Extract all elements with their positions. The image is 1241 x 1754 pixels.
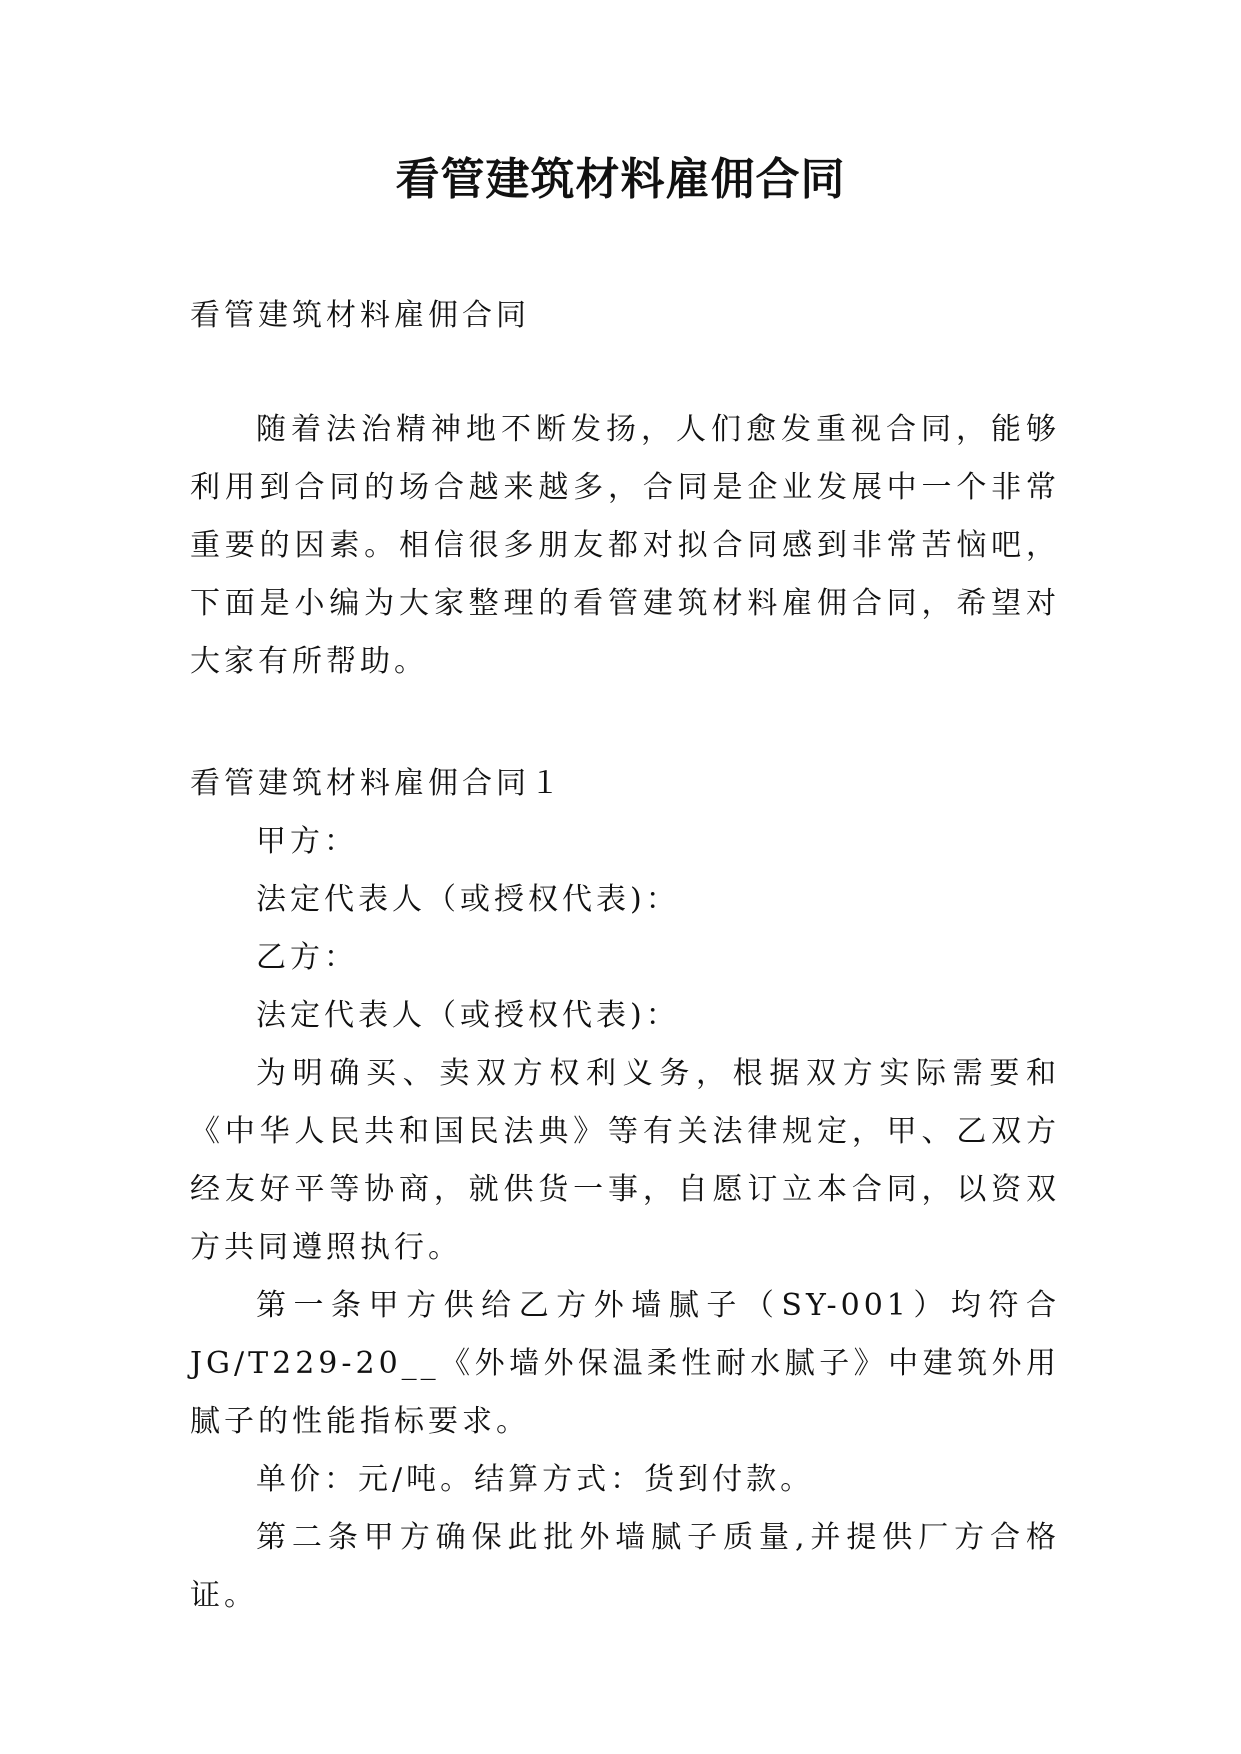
document-title: 看管建筑材料雇佣合同 bbox=[395, 154, 846, 205]
article-2-paragraph: 第二条甲方确保此批外墙腻子质量,并提供厂方合格证。 bbox=[190, 1520, 1060, 1613]
article-1-paragraph: 第一条甲方供给乙方外墙腻子（SY-001）均符合JG/T229-20__《外墙外保温柔性耐水腻子》中建筑外用腻子的性能指标要求。 bbox=[190, 1288, 1060, 1439]
contract-heading: 看管建筑材料雇佣合同１ bbox=[190, 766, 564, 801]
price-paragraph: 单价：元/吨。结算方式：货到付款。 bbox=[256, 1462, 815, 1497]
intro-paragraph: 随着法治精神地不断发扬，人们愈发重视合同，能够利用到合同的场合越来越多，合同是企业发展中一个非常重要的因素。相信很多朋友都对拟合同感到非常苦恼吧，下面是小编为大家整理的看管建筑材料雇佣合同，希望对大家有所帮助。 bbox=[190, 412, 1060, 679]
party-a-line: 甲方： bbox=[256, 824, 358, 859]
party-b-representative-line: 法定代表人（或授权代表)： bbox=[256, 998, 680, 1033]
party-a-representative-line: 法定代表人（或授权代表)： bbox=[256, 882, 680, 917]
party-b-line: 乙方： bbox=[256, 940, 358, 975]
preamble-paragraph: 为明确买、卖双方权利义务，根据双方实际需要和《中华人民共和国民法典》等有关法律规定，甲、乙双方经友好平等协商，就供货一事，自愿订立本合同，以资双方共同遵照执行。 bbox=[190, 1056, 1060, 1265]
document-subtitle: 看管建筑材料雇佣合同 bbox=[190, 298, 530, 333]
